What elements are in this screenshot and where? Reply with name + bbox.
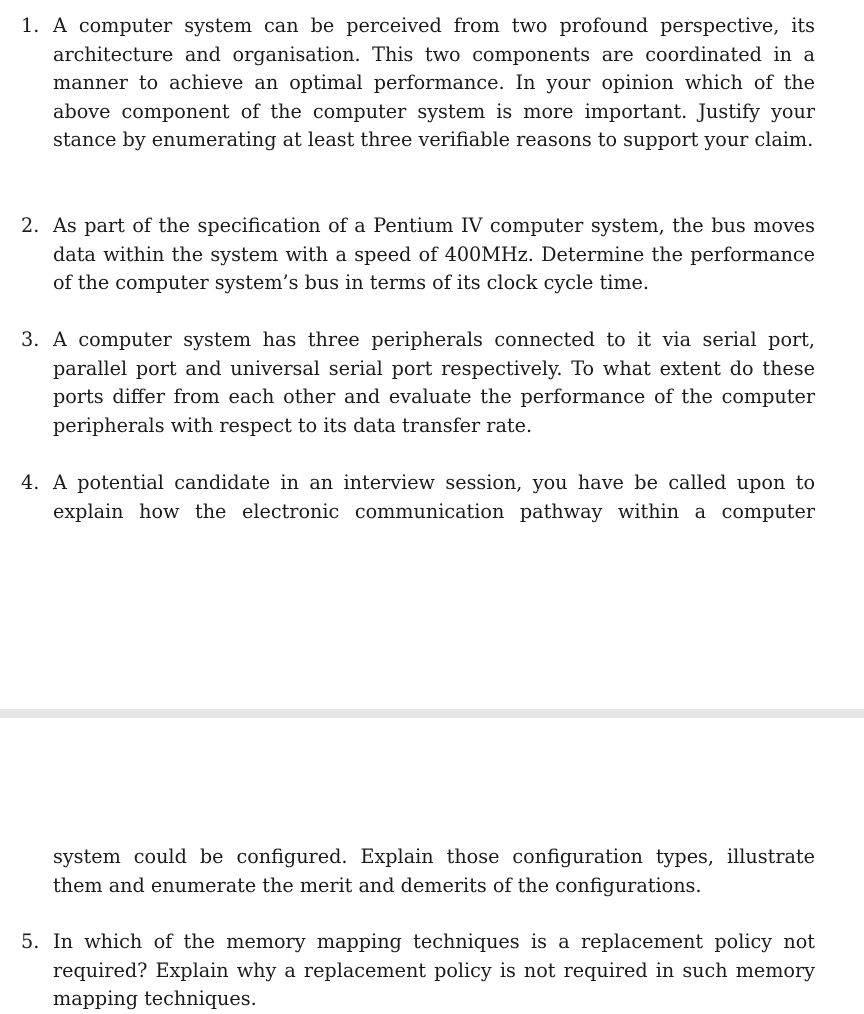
page-separator xyxy=(0,709,864,718)
question-number: 3. xyxy=(21,328,40,351)
question-text: As part of the specification of a Pentium IV computer system, the bus moves data within the system with a speed of 400MHz. Determine the performance of the computer system’s bus in terms of its clock cycle time. xyxy=(53,214,815,295)
question-number: 2. xyxy=(21,214,40,237)
question-text: In which of the memory mapping techniques is a replacement policy not required? Explain why a replacement policy is not required in such memory mapping techniques. xyxy=(53,930,815,1011)
question-text-part-2: system could be configured. Explain those configuration types, illustrate them and enumerate the merit and demerits of the configurations. xyxy=(53,845,815,897)
question-text: A computer system can be perceived from two profound perspective, its architecture and organisation. This two components are coordinated in a manner to achieve an optimal performance. In your opinion which of the above component of the computer system is more important. Justify your stance by enumerating at least three verifiable reasons to support your claim. xyxy=(53,14,815,152)
question-number: 1. xyxy=(21,14,40,37)
question-text-part-1: A potential candidate in an interview session, you have be called upon to explain how the electronic communication pathway within a computer xyxy=(53,471,815,523)
question-text: A computer system has three peripherals connected to it via serial port, parallel port and universal serial port respectively. To what extent do these ports differ from each other and evaluate the performance of the computer peripherals with respect to its data transfer rate. xyxy=(53,328,815,437)
question-number: 5. xyxy=(21,930,40,953)
question-number: 4. xyxy=(21,471,40,494)
